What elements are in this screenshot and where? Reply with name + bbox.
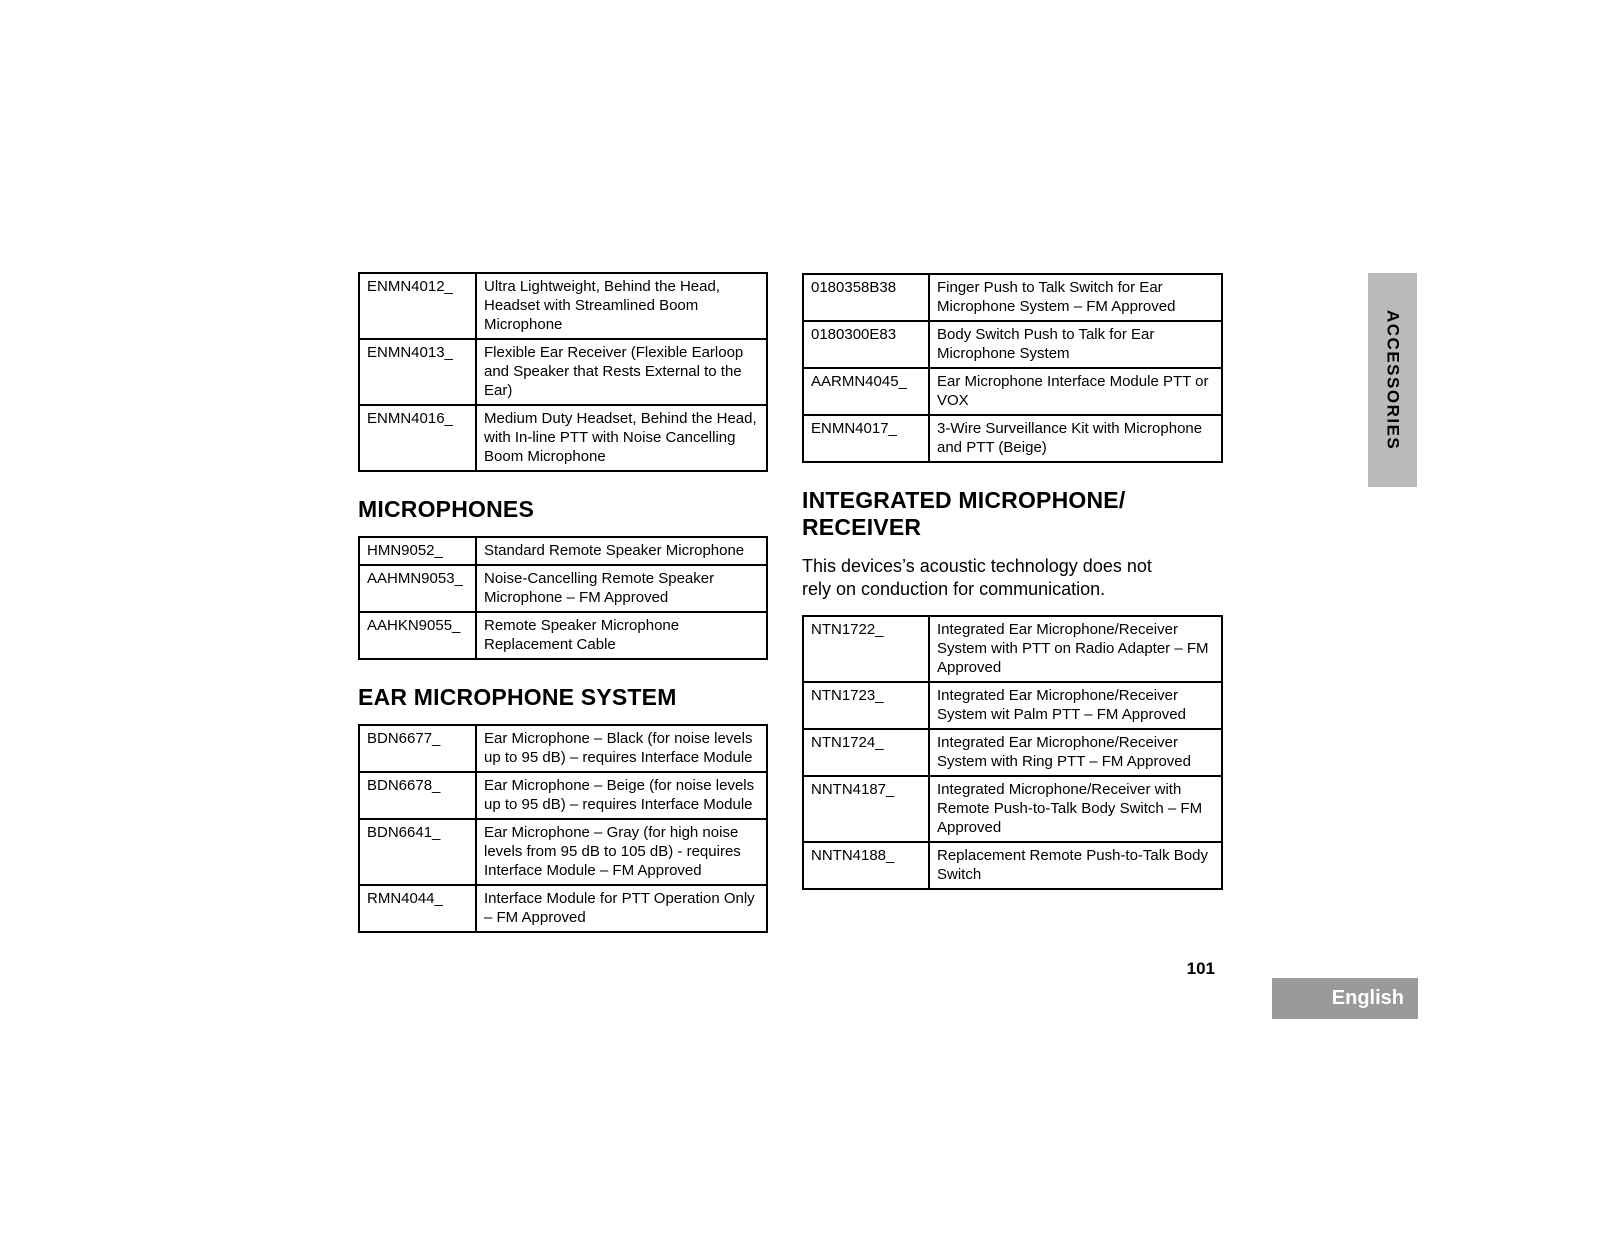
part-number-cell: RMN4044_ [359,885,476,932]
table-row [359,885,767,932]
part-number-cell: BDN6641_ [359,819,476,885]
language-tab-label: English [1331,987,1404,1009]
table-row [803,776,1222,842]
table-row [803,321,1222,368]
description-cell: Ear Microphone – Gray (for high noise levels from 95 dB to 105 dB) - requires Interface Module – FM Approved [476,819,767,885]
part-number-cell: ENMN4012_ [359,273,476,339]
table-row [803,682,1222,729]
table-row [359,273,767,339]
description-cell: Integrated Microphone/Receiver with Remote Push-to-Talk Body Switch – FM Approved [929,776,1222,842]
accessories-side-tab [1368,273,1417,487]
table-row [803,729,1222,776]
headsets-table [358,272,768,472]
description-cell: Replacement Remote Push-to-Talk Body Switch [929,842,1222,889]
part-number-cell: NTN1722_ [803,616,929,682]
part-number-cell: 0180300E83 [803,321,929,368]
description-cell: Integrated Ear Microphone/Receiver System with Ring PTT – FM Approved [929,729,1222,776]
description-cell: Finger Push to Talk Switch for Ear Microphone System – FM Approved [929,274,1222,321]
part-number-cell: NTN1723_ [803,682,929,729]
description-cell: Integrated Ear Microphone/Receiver System wit Palm PTT – FM Approved [929,682,1222,729]
part-number-cell: ENMN4013_ [359,339,476,405]
description-cell: Ear Microphone – Black (for noise levels up to 95 dB) – requires Interface Module [476,725,767,772]
table-row [803,616,1222,682]
right-column [802,273,1223,890]
part-number-cell: AAHMN9053_ [359,565,476,612]
table-row [803,274,1222,321]
table-row [359,819,767,885]
description-cell: Ear Microphone Interface Module PTT or VOX [929,368,1222,415]
description-cell: Integrated Ear Microphone/Receiver System with PTT on Radio Adapter – FM Approved [929,616,1222,682]
part-number-cell: 0180358B38 [803,274,929,321]
integrated-intro-text: This devices’s acoustic technology does not rely on conduction for communication. [802,556,1152,599]
part-number-cell: HMN9052_ [359,537,476,565]
description-cell: Medium Duty Headset, Behind the Head, with In-line PTT with Noise Cancelling Boom Microphone [476,405,767,471]
table-row [359,405,767,471]
part-number-cell: BDN6678_ [359,772,476,819]
page-number: 101 [1186,959,1215,978]
microphones-table [358,536,768,660]
description-cell: Body Switch Push to Talk for Ear Microphone System [929,321,1222,368]
table-row [803,842,1222,889]
section-heading-microphones: MICROPHONES [358,496,534,522]
part-number-cell: NNTN4188_ [803,842,929,889]
table-row [803,368,1222,415]
description-cell: Ultra Lightweight, Behind the Head, Headset with Streamlined Boom Microphone [476,273,767,339]
accessories-side-tab-label: ACCESSORIES [1383,309,1403,451]
table-row [359,537,767,565]
part-number-cell: NNTN4187_ [803,776,929,842]
part-number-cell: ENMN4017_ [803,415,929,462]
section-heading-integrated-microphone-receiver: INTEGRATED MICROPHONE/ RECEIVER [802,487,1126,540]
section-heading-ear-microphone-system: EAR MICROPHONE SYSTEM [358,684,677,710]
table-row [803,415,1222,462]
table-row [359,612,767,659]
part-number-cell: AARMN4045_ [803,368,929,415]
part-number-cell: ENMN4016_ [359,405,476,471]
description-cell: Standard Remote Speaker Microphone [476,537,767,565]
part-number-cell: NTN1724_ [803,729,929,776]
ear-microphone-system-table [358,724,768,933]
description-cell: Flexible Ear Receiver (Flexible Earloop and Speaker that Rests External to the Ear) [476,339,767,405]
table-row [359,565,767,612]
left-column [358,272,768,933]
description-cell: Ear Microphone – Beige (for noise levels up to 95 dB) – requires Interface Module [476,772,767,819]
table-row [359,772,767,819]
description-cell: Interface Module for PTT Operation Only – FM Approved [476,885,767,932]
description-cell: Remote Speaker Microphone Replacement Cable [476,612,767,659]
table-row [359,339,767,405]
ptt-switches-table [802,273,1223,463]
table-row [359,725,767,772]
part-number-cell: BDN6677_ [359,725,476,772]
part-number-cell: AAHKN9055_ [359,612,476,659]
language-tab [1272,978,1418,1019]
integrated-microphone-receiver-table [802,615,1223,890]
description-cell: 3-Wire Surveillance Kit with Microphone and PTT (Beige) [929,415,1222,462]
description-cell: Noise-Cancelling Remote Speaker Microphone – FM Approved [476,565,767,612]
